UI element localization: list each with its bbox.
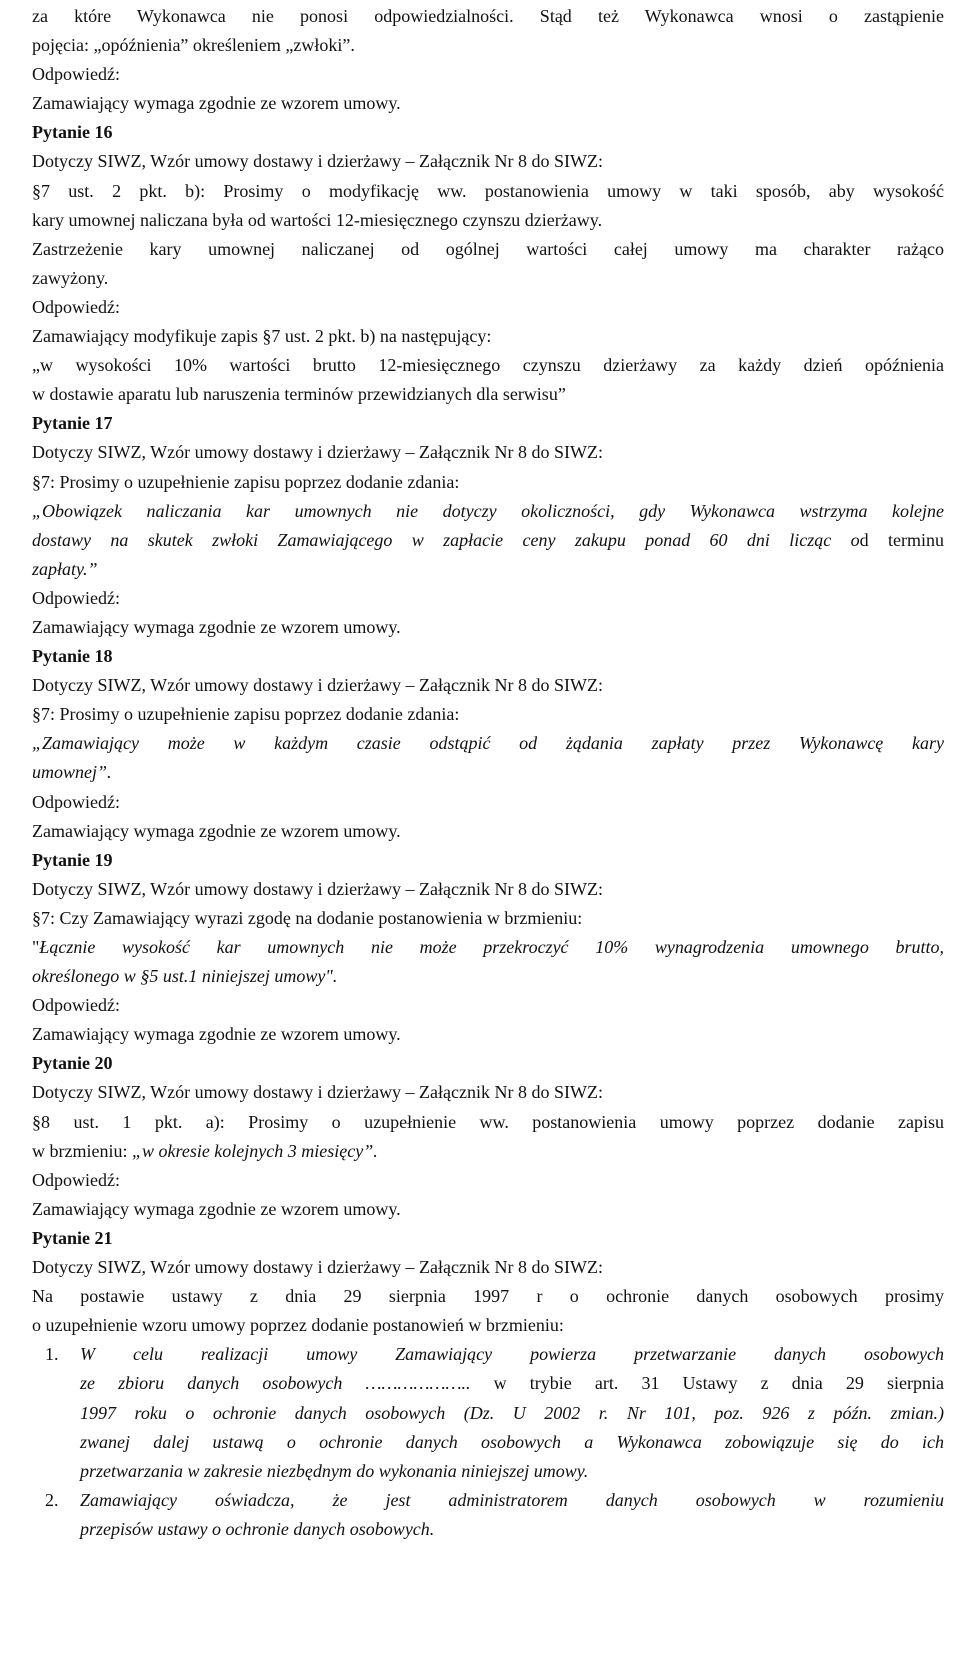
question-text: zawyżony. — [32, 267, 109, 288]
question-text: §7: Czy Zamawiający wyrazi zgodę na dodanie postanowienia w brzmieniu: — [32, 907, 583, 928]
question-text: o uzupełnienie wzoru umowy poprzez dodanie postanowień w brzmieniu: — [32, 1315, 564, 1336]
question-18-title: Pytanie 18 — [32, 646, 113, 667]
list-item-text: W celu realizacji umowy Zamawiający powierza przetwarzanie danych osobowych — [80, 1344, 944, 1365]
list-item-text: przepisów ustawy o ochronie danych osobowych. — [80, 1518, 435, 1539]
answer-label: Odpowiedź: — [32, 791, 120, 812]
answer-text: Zamawiający modyfikuje zapis §7 ust. 2 pkt. b) na następujący: — [32, 326, 492, 347]
answer-text: Zamawiający wymaga zgodnie ze wzorem umowy. — [32, 1198, 401, 1219]
list-item-text: zwanej dalej ustawą o ochronie danych osobowych a Wykonawca zobowiązuje się do ich — [80, 1431, 944, 1452]
question-concerns: Dotyczy SIWZ, Wzór umowy dostawy i dzierżawy – Załącznik Nr 8 do SIWZ: — [32, 878, 603, 899]
quote-plain-part: d terminu — [859, 529, 944, 550]
question-text: §7: Prosimy o uzupełnienie zapisu poprzez dodanie zdania: — [32, 704, 460, 725]
answer-label: Odpowiedź: — [32, 64, 120, 85]
quote-italic-part: Łącznie wysokość kar umownych nie może przekroczyć 10% wynagrodzenia umownego brutto, — [39, 937, 944, 957]
question-concerns: Dotyczy SIWZ, Wzór umowy dostawy i dzierżawy – Załącznik Nr 8 do SIWZ: — [32, 151, 603, 172]
answer-quote: „w wysokości 10% wartości brutto 12-miesięcznego czynszu dzierżawy za każdy dzień opóźnienia — [32, 355, 944, 376]
italic-part: ze zbioru danych osobowych ……………….. — [80, 1373, 494, 1394]
question-20-title: Pytanie 20 — [32, 1053, 113, 1074]
list-item-text: przetwarzania w zakresie niezbędnym do wykonania niniejszej umowy. — [80, 1460, 589, 1481]
answer-quote: w dostawie aparatu lub naruszenia terminów przewidzianych dla serwisu” — [32, 384, 566, 405]
question-quote — [32, 933, 944, 962]
question-text — [32, 1137, 944, 1166]
text-line: za które Wykonawca nie ponosi odpowiedzialności. Stąd też Wykonawca wnosi o zastąpienie — [32, 6, 944, 26]
quote-mark: " — [32, 937, 40, 957]
answer-text: Zamawiający wymaga zgodnie ze wzorem umowy. — [32, 1024, 401, 1045]
plain-part: w brzmieniu: — [32, 1140, 132, 1161]
list-item-number: 1. — [45, 1344, 59, 1365]
answer-text: Zamawiający wymaga zgodnie ze wzorem umowy. — [32, 820, 401, 841]
text-line: pojęcia: „opóźnienia” określeniem „zwłoki”. — [32, 35, 355, 56]
plain-part: w trybie art. 31 Ustawy z dnia 29 sierpnia — [493, 1373, 944, 1394]
list-item-text — [80, 1369, 944, 1398]
list-item — [45, 1486, 944, 1544]
question-text: Na postawie ustawy z dnia 29 sierpnia 1997 r o ochronie danych osobowych prosimy — [32, 1286, 944, 1307]
question-text: §8 ust. 1 pkt. a): Prosimy o uzupełnienie ww. postanowienia umowy poprzez dodanie zapisu — [32, 1111, 944, 1132]
question-quote: „Zamawiający może w każdym czasie odstąpić od żądania zapłaty przez Wykonawcę kary — [32, 733, 944, 754]
answer-label: Odpowiedź: — [32, 1169, 120, 1190]
quote-italic-part: „w okresie kolejnych 3 miesięcy”. — [131, 1140, 378, 1161]
question-concerns: Dotyczy SIWZ, Wzór umowy dostawy i dzierżawy – Załącznik Nr 8 do SIWZ: — [32, 442, 603, 463]
question-16-title: Pytanie 16 — [32, 122, 113, 143]
list-item-number: 2. — [45, 1489, 59, 1510]
question-19-title: Pytanie 19 — [32, 849, 113, 870]
question-quote: „Obowiązek naliczania kar umownych nie dotyczy okoliczności, gdy Wykonawca wstrzyma kolejne — [32, 500, 944, 521]
list-item-text: 1997 roku o ochronie danych osobowych (Dz. U 2002 r. Nr 101, poz. 926 z późn. zmian.) — [80, 1402, 944, 1423]
answer-label: Odpowiedź: — [32, 296, 120, 317]
question-17-title: Pytanie 17 — [32, 413, 113, 434]
question-quote: umownej”. — [32, 762, 112, 783]
numbered-list — [32, 1340, 944, 1544]
answer-label: Odpowiedź: — [32, 587, 120, 608]
question-text: §7: Prosimy o uzupełnienie zapisu poprzez dodanie zdania: — [32, 471, 460, 492]
question-21-title: Pytanie 21 — [32, 1227, 113, 1248]
answer-text: Zamawiający wymaga zgodnie ze wzorem umowy. — [32, 616, 401, 637]
question-quote: określonego w §5 ust.1 niniejszej umowy". — [32, 966, 338, 987]
question-text: Zastrzeżenie kary umownej naliczanej od ogólnej wartości całej umowy ma charakter rażąco — [32, 238, 944, 259]
question-text: kary umownej naliczana była od wartości 12-miesięcznego czynszu dzierżawy. — [32, 209, 603, 230]
list-item-text: Zamawiający oświadcza, że jest administratorem danych osobowych w rozumieniu — [80, 1489, 944, 1510]
quote-italic-part: dostawy na skutek zwłoki Zamawiającego w zapłacie ceny zakupu ponad 60 dni licząc o — [32, 529, 860, 550]
question-quote — [32, 526, 944, 555]
question-text: §7 ust. 2 pkt. b): Prosimy o modyfikację ww. postanowienia umowy w taki sposób, aby wysokość — [32, 180, 944, 201]
answer-label: Odpowiedź: — [32, 995, 120, 1016]
question-concerns: Dotyczy SIWZ, Wzór umowy dostawy i dzierżawy – Załącznik Nr 8 do SIWZ: — [32, 1257, 603, 1278]
list-item — [45, 1340, 944, 1485]
answer-text: Zamawiający wymaga zgodnie ze wzorem umowy. — [32, 93, 401, 114]
question-concerns: Dotyczy SIWZ, Wzór umowy dostawy i dzierżawy – Załącznik Nr 8 do SIWZ: — [32, 1082, 603, 1103]
question-concerns: Dotyczy SIWZ, Wzór umowy dostawy i dzierżawy – Załącznik Nr 8 do SIWZ: — [32, 675, 603, 696]
question-quote: zapłaty.” — [32, 558, 98, 579]
